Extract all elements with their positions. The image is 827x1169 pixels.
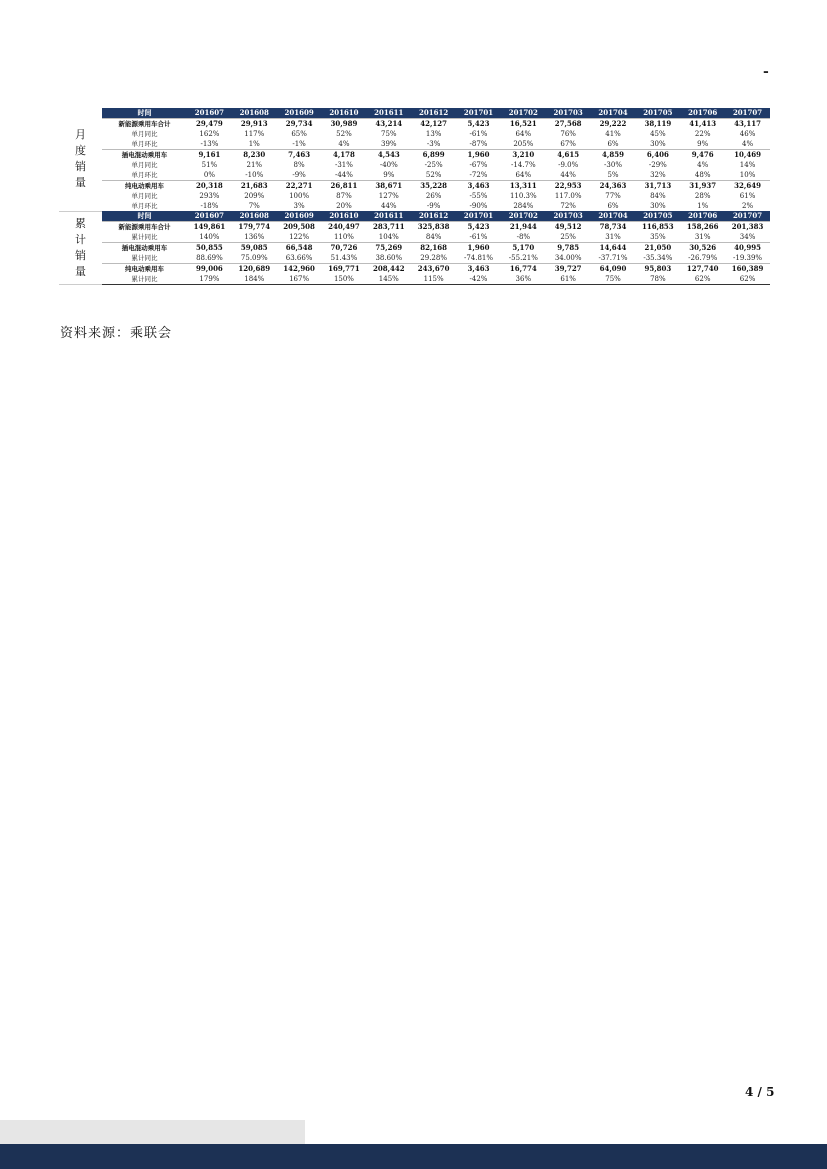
row-label: 累计同比 xyxy=(102,274,187,285)
table-row xyxy=(59,129,770,139)
table-cell: 13,311 xyxy=(501,181,546,192)
table-cell: 4,178 xyxy=(322,150,367,161)
table-cell: 149,861 xyxy=(187,222,232,233)
header-period: 201608 xyxy=(232,108,277,119)
table-cell: 51% xyxy=(201,161,218,169)
header-period: 201706 xyxy=(680,108,725,119)
table-cell: 9,161 xyxy=(187,150,232,161)
table-cell: 50,855 xyxy=(187,243,232,254)
table-row xyxy=(59,191,770,201)
table-cell: -18% xyxy=(200,202,219,210)
row-label: 单月环比 xyxy=(131,140,158,148)
table-cell: 0% xyxy=(203,171,215,179)
table-cell: 21,050 xyxy=(635,243,680,254)
header-period: 201607 xyxy=(187,211,232,222)
row-label: 新能源乘用车合计 xyxy=(102,119,187,130)
table-row xyxy=(59,150,770,161)
table-cell: 44% xyxy=(560,171,576,179)
section-label-char: 度 xyxy=(75,144,86,158)
table-cell: 42,127 xyxy=(411,119,456,130)
header-period: 201612 xyxy=(411,211,456,222)
header-period: 201612 xyxy=(411,108,456,119)
row-label: 纯电动乘用车 xyxy=(102,181,187,192)
table-cell: 16,521 xyxy=(501,119,546,130)
table-cell: 9% xyxy=(383,171,395,179)
table-cell: -30% xyxy=(604,161,622,169)
table-cell: -67% xyxy=(469,161,488,169)
table-cell: 22% xyxy=(694,130,711,138)
table-cell: 184% xyxy=(232,274,277,285)
table-cell: -74.81% xyxy=(463,254,494,262)
table-cell: -9% xyxy=(292,171,306,179)
table-cell: 1,960 xyxy=(456,150,501,161)
table-cell: 4,615 xyxy=(546,150,591,161)
table-cell: 39,727 xyxy=(546,264,591,275)
table-cell: 100% xyxy=(289,192,310,200)
table-cell: 32% xyxy=(650,171,666,179)
table-cell: 38.60% xyxy=(375,254,403,262)
table-cell: 117.0% xyxy=(554,192,582,200)
table-row xyxy=(59,253,770,264)
header-period: 201607 xyxy=(187,108,232,119)
table-cell: -29% xyxy=(648,161,667,169)
table-cell: 127% xyxy=(378,192,399,200)
table-cell: 28% xyxy=(694,192,711,200)
table-row xyxy=(59,264,770,275)
table-cell: -13% xyxy=(200,140,219,148)
table-cell: 64% xyxy=(515,130,532,138)
table-cell: 179,774 xyxy=(232,222,277,233)
table-cell: 284% xyxy=(513,202,534,210)
table-cell: 30,526 xyxy=(680,243,725,254)
cumulative-header-row xyxy=(59,211,770,222)
table-cell: 5,423 xyxy=(456,119,501,130)
table-cell: 1,960 xyxy=(456,243,501,254)
table-cell: -55% xyxy=(469,192,488,200)
table-cell: 35,228 xyxy=(411,181,456,192)
table-cell: 61% xyxy=(546,274,591,285)
table-cell: 5% xyxy=(607,171,619,179)
table-cell: 43,214 xyxy=(366,119,411,130)
table-cell: 30,989 xyxy=(322,119,367,130)
table-cell: -61% xyxy=(469,233,488,241)
table-cell: 75% xyxy=(591,274,636,285)
table-cell: 110.3% xyxy=(509,192,537,200)
table-cell: 70,726 xyxy=(322,243,367,254)
table-cell: 4% xyxy=(697,161,709,169)
table-cell: 14,644 xyxy=(591,243,636,254)
table-cell: 10,469 xyxy=(725,150,770,161)
table-cell: 36% xyxy=(501,274,546,285)
table-cell: 5,423 xyxy=(456,222,501,233)
source-note: 资料来源：乘联会 xyxy=(60,326,173,341)
table-cell: 158,266 xyxy=(680,222,725,233)
table-cell: -9% xyxy=(426,202,441,210)
table-cell: 283,711 xyxy=(366,222,411,233)
header-period: 201703 xyxy=(546,108,591,119)
monthly-header-row xyxy=(59,108,770,119)
page-number: 4 / 5 xyxy=(745,1085,775,1099)
header-period: 201701 xyxy=(456,211,501,222)
table-cell: 41,413 xyxy=(680,119,725,130)
table-cell: 243,670 xyxy=(411,264,456,275)
header-period: 201609 xyxy=(277,211,322,222)
table-cell: -40% xyxy=(379,161,398,169)
section-label-char: 销 xyxy=(75,248,86,262)
table-cell: 84% xyxy=(650,192,666,200)
table-cell: 22,271 xyxy=(277,181,322,192)
table-cell: 122% xyxy=(289,233,310,241)
table-cell: 78,734 xyxy=(591,222,636,233)
header-period: 201705 xyxy=(635,108,680,119)
sales-table xyxy=(59,108,770,285)
table-cell: -25% xyxy=(424,161,443,169)
table-cell: 13% xyxy=(425,130,442,138)
row-label: 插电混动乘用车 xyxy=(102,243,187,254)
header-time-label: 时间 xyxy=(102,211,187,222)
table-cell: 77% xyxy=(605,192,621,200)
table-cell: 7% xyxy=(248,202,260,210)
table-cell: 46% xyxy=(739,130,756,138)
table-cell: 78% xyxy=(635,274,680,285)
table-cell: 52% xyxy=(336,130,352,138)
table-cell: 240,497 xyxy=(322,222,367,233)
table-cell: 87% xyxy=(336,192,352,200)
table-cell: -55.21% xyxy=(508,254,538,262)
table-cell: 26% xyxy=(425,192,442,200)
table-cell: -8% xyxy=(516,233,531,241)
table-cell: 82,168 xyxy=(411,243,456,254)
table-cell: 62% xyxy=(680,274,725,285)
table-cell: 32,649 xyxy=(725,181,770,192)
section-label-char: 量 xyxy=(75,176,86,190)
table-cell: -9.0% xyxy=(558,161,579,169)
table-cell: 179% xyxy=(187,274,232,285)
table-cell: 140% xyxy=(199,233,220,241)
table-cell: 16,774 xyxy=(501,264,546,275)
footer-bar xyxy=(0,1144,827,1169)
table-cell: 45% xyxy=(650,130,666,138)
table-cell: 145% xyxy=(366,274,411,285)
table-cell: 31% xyxy=(605,233,621,241)
monthly-section-label xyxy=(59,108,102,211)
table-cell: -19.39% xyxy=(733,254,763,262)
table-cell: 51.43% xyxy=(330,254,358,262)
row-label: 单月同比 xyxy=(131,161,158,169)
table-cell: 29,222 xyxy=(591,119,636,130)
table-cell: 99,006 xyxy=(187,264,232,275)
table-cell: 127,740 xyxy=(680,264,725,275)
table-cell: 75.09% xyxy=(240,254,268,262)
table-cell: 38,671 xyxy=(366,181,411,192)
table-cell: 8% xyxy=(293,161,305,169)
table-cell: 64,090 xyxy=(591,264,636,275)
table-cell: 88.69% xyxy=(196,254,223,262)
row-label: 插电混动乘用车 xyxy=(102,150,187,161)
table-cell: 4,543 xyxy=(366,150,411,161)
header-period: 201707 xyxy=(725,211,770,222)
table-cell: 61% xyxy=(739,192,756,200)
header-period: 201608 xyxy=(232,211,277,222)
table-cell: 25% xyxy=(560,233,576,241)
section-label-char: 量 xyxy=(75,264,86,278)
table-cell: 21,683 xyxy=(232,181,277,192)
table-row xyxy=(59,119,770,130)
header-period: 201705 xyxy=(635,211,680,222)
table-cell: 110% xyxy=(333,233,354,241)
table-cell: 49,512 xyxy=(546,222,591,233)
table-cell: 59,085 xyxy=(232,243,277,254)
row-label: 单月环比 xyxy=(131,171,158,179)
table-cell: 75,269 xyxy=(366,243,411,254)
header-period: 201704 xyxy=(591,211,636,222)
table-cell: 31,713 xyxy=(635,181,680,192)
table-cell: 84% xyxy=(425,233,442,241)
table-cell: 9,476 xyxy=(680,150,725,161)
table-cell: -10% xyxy=(245,171,264,179)
table-cell: 40,995 xyxy=(725,243,770,254)
header-period: 201704 xyxy=(591,108,636,119)
table-cell: 9% xyxy=(697,140,709,148)
table-cell: -1% xyxy=(292,140,306,148)
table-cell: 116,853 xyxy=(635,222,680,233)
header-period: 201703 xyxy=(546,211,591,222)
header-period: 201702 xyxy=(501,211,546,222)
row-label: 单月环比 xyxy=(131,202,158,210)
table-cell: 31% xyxy=(694,233,711,241)
table-cell: 62% xyxy=(725,274,770,285)
table-cell: 1% xyxy=(248,140,260,148)
table-cell: -35.34% xyxy=(643,254,673,262)
section-label-char: 计 xyxy=(75,232,86,246)
table-cell: 325,838 xyxy=(411,222,456,233)
table-cell: 29.28% xyxy=(420,254,447,262)
table-cell: 52% xyxy=(425,171,442,179)
table-cell: 104% xyxy=(378,233,399,241)
table-cell: 22,953 xyxy=(546,181,591,192)
table-cell: 10% xyxy=(739,171,756,179)
table-cell: 20,318 xyxy=(187,181,232,192)
table-cell: 115% xyxy=(411,274,456,285)
table-row xyxy=(59,222,770,233)
header-time-label: 时间 xyxy=(102,108,187,119)
sales-table-container xyxy=(59,108,770,285)
table-cell: -61% xyxy=(469,130,488,138)
table-cell: 169,771 xyxy=(322,264,367,275)
table-cell: -44% xyxy=(334,171,353,179)
section-label-char: 累 xyxy=(75,216,86,230)
table-cell: 3% xyxy=(293,202,305,210)
table-cell: 29,734 xyxy=(277,119,322,130)
table-cell: 67% xyxy=(560,140,576,148)
table-cell: 4,859 xyxy=(591,150,636,161)
table-cell: 8,230 xyxy=(232,150,277,161)
table-cell: 66,548 xyxy=(277,243,322,254)
header-period: 201706 xyxy=(680,211,725,222)
table-row xyxy=(59,139,770,150)
table-row xyxy=(59,274,770,285)
table-cell: 76% xyxy=(560,130,576,138)
table-cell: -72% xyxy=(469,171,488,179)
section-label-char: 月 xyxy=(75,128,86,142)
table-cell: 293% xyxy=(199,192,220,200)
table-cell: 43,117 xyxy=(725,119,770,130)
table-cell: 31,937 xyxy=(680,181,725,192)
row-label: 单月同比 xyxy=(131,192,158,200)
table-cell: 29,913 xyxy=(232,119,277,130)
table-cell: 63.66% xyxy=(285,254,313,262)
table-cell: 209% xyxy=(244,192,265,200)
table-cell: 34% xyxy=(739,233,756,241)
table-cell: 162% xyxy=(199,130,220,138)
table-row xyxy=(59,201,770,211)
row-label: 新能源乘用车合计 xyxy=(102,222,187,233)
table-cell: 201,383 xyxy=(725,222,770,233)
row-label: 单月同比 xyxy=(131,130,158,138)
table-cell: 65% xyxy=(291,130,307,138)
table-cell: 209,508 xyxy=(277,222,322,233)
table-row xyxy=(59,170,770,181)
table-cell: 75% xyxy=(381,130,397,138)
table-cell: 1% xyxy=(697,202,709,210)
table-cell: 6% xyxy=(607,140,619,148)
table-cell: 64% xyxy=(515,171,532,179)
header-period: 201609 xyxy=(277,108,322,119)
table-cell: 30% xyxy=(650,140,666,148)
table-cell: 136% xyxy=(244,233,265,241)
table-cell: 160,389 xyxy=(725,264,770,275)
table-cell: 4% xyxy=(338,140,350,148)
table-cell: 6% xyxy=(607,202,619,210)
table-cell: 3,463 xyxy=(456,264,501,275)
table-cell: -87% xyxy=(469,140,488,148)
header-period: 201707 xyxy=(725,108,770,119)
table-cell: 14% xyxy=(739,161,756,169)
table-cell: 167% xyxy=(277,274,322,285)
header-period: 201610 xyxy=(322,211,367,222)
row-label: 纯电动乘用车 xyxy=(102,264,187,275)
table-cell: 21% xyxy=(246,161,263,169)
table-cell: 117% xyxy=(244,130,265,138)
table-cell: 95,803 xyxy=(635,264,680,275)
table-row xyxy=(59,232,770,243)
table-cell: 3,210 xyxy=(501,150,546,161)
table-cell: 7,463 xyxy=(277,150,322,161)
table-cell: 41% xyxy=(605,130,621,138)
table-cell: 44% xyxy=(381,202,397,210)
table-cell: -37.71% xyxy=(598,254,628,262)
table-cell: 2% xyxy=(742,202,754,210)
table-cell: 35% xyxy=(650,233,666,241)
table-cell: 5,170 xyxy=(501,243,546,254)
table-cell: 208,442 xyxy=(366,264,411,275)
table-cell: 72% xyxy=(560,202,576,210)
table-cell: 30% xyxy=(650,202,666,210)
table-cell: 27,568 xyxy=(546,119,591,130)
table-cell: -90% xyxy=(469,202,488,210)
table-cell: 6,406 xyxy=(635,150,680,161)
table-row xyxy=(59,243,770,254)
table-cell: 120,689 xyxy=(232,264,277,275)
table-row xyxy=(59,181,770,192)
section-label-char: 销 xyxy=(75,160,86,174)
row-label: 累计同比 xyxy=(131,254,158,262)
table-cell: 3,463 xyxy=(456,181,501,192)
table-cell: 142,960 xyxy=(277,264,322,275)
table-cell: 48% xyxy=(694,171,711,179)
cumulative-section-label xyxy=(59,211,102,285)
header-dash: - xyxy=(763,64,769,80)
header-period: 201611 xyxy=(366,211,411,222)
table-cell: 205% xyxy=(513,140,534,148)
header-period: 201611 xyxy=(366,108,411,119)
table-cell: -3% xyxy=(426,140,441,148)
table-cell: -26.79% xyxy=(688,254,718,262)
table-cell: 9,785 xyxy=(546,243,591,254)
table-cell: 20% xyxy=(336,202,352,210)
header-period: 201610 xyxy=(322,108,367,119)
table-cell: 6,899 xyxy=(411,150,456,161)
table-cell: -14.7% xyxy=(511,161,536,169)
table-cell: 39% xyxy=(381,140,397,148)
table-cell: -42% xyxy=(456,274,501,285)
table-cell: 29,479 xyxy=(187,119,232,130)
header-period: 201701 xyxy=(456,108,501,119)
table-cell: 21,944 xyxy=(501,222,546,233)
table-cell: -31% xyxy=(334,161,353,169)
table-cell: 34.00% xyxy=(554,254,582,262)
table-cell: 38,119 xyxy=(635,119,680,130)
table-cell: 26,811 xyxy=(322,181,367,192)
table-cell: 4% xyxy=(742,140,754,148)
table-cell: 24,363 xyxy=(591,181,636,192)
table-cell: 150% xyxy=(322,274,367,285)
row-label: 累计同比 xyxy=(131,233,158,241)
header-period: 201702 xyxy=(501,108,546,119)
table-row xyxy=(59,160,770,170)
